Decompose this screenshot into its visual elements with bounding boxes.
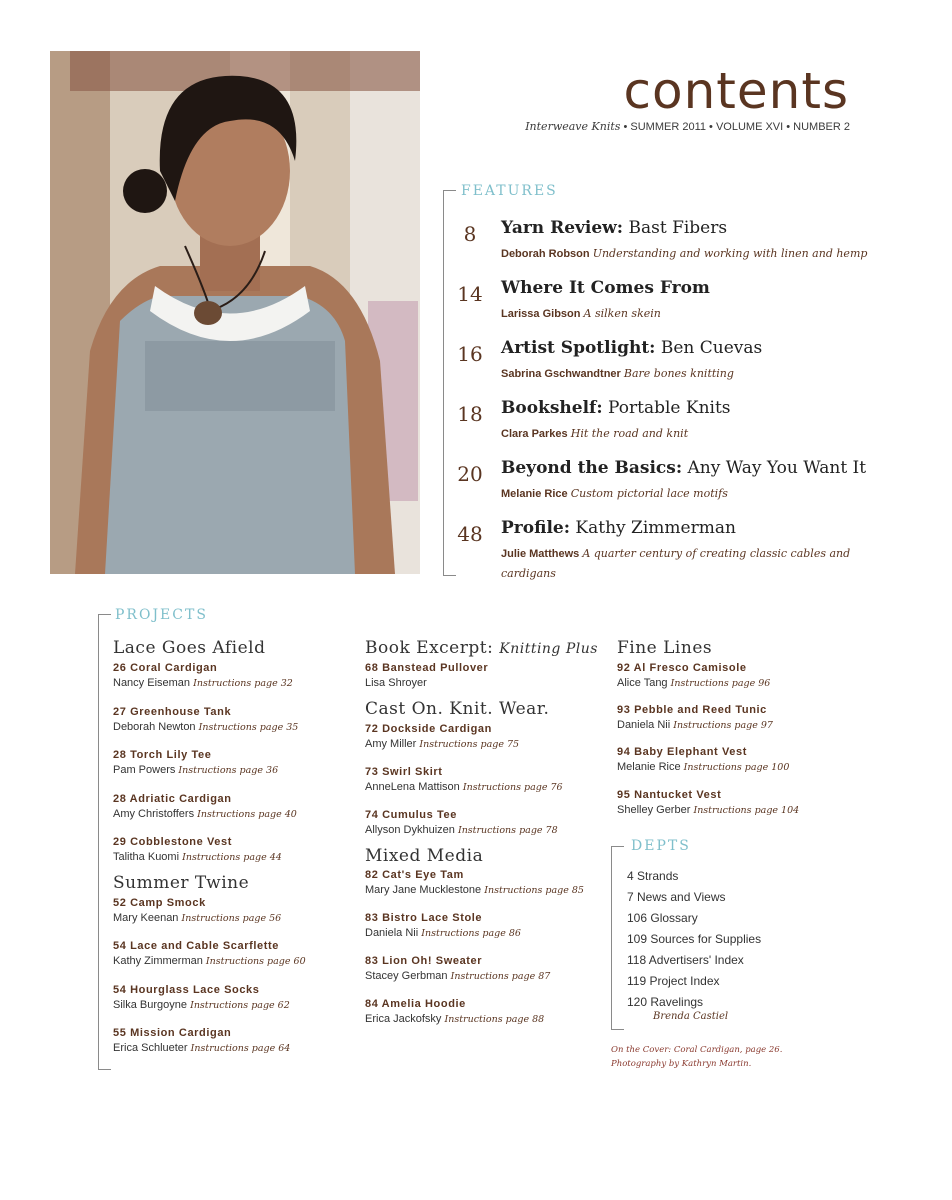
project-item[interactable] [113,983,353,1013]
project-title: 27 Greenhouse Tank [113,706,232,718]
project-designer [365,823,605,838]
project-designer [113,954,353,969]
project-item[interactable] [365,997,605,1027]
designer-name: Melanie Rice [617,761,681,773]
project-item[interactable] [113,1026,353,1056]
feature-byline [501,244,871,264]
projects-heading: PROJECTS [115,607,208,623]
designer-name: AnneLena Mattison [365,781,460,793]
project-title: 54 Hourglass Lace Socks [113,984,260,996]
project-item[interactable] [365,722,605,752]
feature-title-rest: Portable Knits [602,398,731,418]
instructions-ref: Instructions page 88 [444,1014,545,1025]
project-title: 54 Lace and Cable Scarflette [113,940,279,952]
project-designer [113,676,353,691]
project-item[interactable] [365,765,605,795]
feature-title [501,458,866,478]
instructions-ref: Instructions page 85 [484,885,584,896]
instructions-ref: Instructions page 100 [683,762,790,773]
book-excerpt-label: Book Excerpt: [365,638,494,658]
project-item[interactable] [113,792,353,822]
designer-name: Daniela Nii [617,719,671,731]
designer-name: Erica Schlueter [113,1042,188,1054]
project-title: 29 Cobblestone Vest [113,836,232,848]
project-title: 94 Baby Elephant Vest [617,746,747,758]
feature-desc: A quarter century of creating classic cables and cardigans [501,547,851,580]
feature-desc: Hit the road and knit [570,427,689,440]
issue-line [525,120,850,133]
project-item[interactable] [113,748,353,778]
instructions-ref: Instructions page 32 [193,678,293,689]
feature-title [501,398,731,418]
feature-title-bold: Bookshelf: [501,398,603,418]
photo-page-number: 52 [406,583,432,607]
feature-author: Sabrina Gschwandtner [501,368,621,380]
feature-page: 16 [457,342,483,366]
project-designer [113,850,353,865]
instructions-ref: Instructions page 44 [182,852,282,863]
cover-photo [50,51,432,607]
instructions-ref: Instructions page 87 [450,971,551,982]
cover-credit [611,1043,841,1071]
designer-name: Amy Miller [365,738,417,750]
designer-name: Lisa Shroyer [365,677,427,689]
feature-title [501,218,727,238]
project-designer [113,763,353,778]
project-title: 26 Coral Cardigan [113,662,218,674]
feature-title-rest: Bast Fibers [623,218,728,238]
project-designer [113,807,353,822]
dept-item[interactable]: 119 Project Index [627,974,720,988]
project-title: 28 Adriatic Cardigan [113,793,232,805]
instructions-ref: Instructions page 36 [178,765,279,776]
feature-byline [501,424,871,444]
feature-title [501,278,710,298]
feature-title [501,338,762,358]
issue-info: • SUMMER 2011 • VOLUME XVI • NUMBER 2 [623,121,850,133]
feature-title-bold: Artist Spotlight: [501,338,656,358]
project-title: 83 Bistro Lace Stole [365,912,483,924]
feature-desc: Understanding and working with linen and hemp [592,247,868,260]
feature-author: Clara Parkes [501,428,568,440]
project-designer [365,969,605,984]
project-item[interactable] [365,868,605,898]
project-item[interactable] [113,835,353,865]
dept-item[interactable]: 7 News and Views [627,890,726,904]
project-item[interactable] [113,705,353,735]
designer-name: Alice Tang [617,677,668,689]
cover-credit-line: On the Cover: Coral Cardigan, page 26. [611,1045,783,1055]
projects-bracket [98,614,99,1070]
project-title: 28 Torch Lily Tee [113,749,212,761]
project-item[interactable] [365,911,605,941]
feature-desc: A silken skein [583,307,661,320]
photo-credit-line: Photography by Kathryn Martin. [611,1059,752,1069]
project-item[interactable] [617,788,857,818]
project-item[interactable] [365,954,605,984]
project-designer [113,1041,353,1056]
dept-item[interactable]: 120 Ravelings [627,995,704,1009]
depts-heading: DEPTS [631,838,691,854]
designer-name: Mary Jane Mucklestone [365,884,482,896]
project-item[interactable] [617,661,857,691]
feature-author: Melanie Rice [501,488,568,500]
group-heading-book-excerpt [365,638,598,658]
project-designer [365,883,605,898]
project-item[interactable] [617,703,857,733]
feature-page: 14 [457,282,483,306]
project-title: 68 Banstead Pullover [365,662,489,674]
feature-desc: Custom pictorial lace motifs [570,487,728,500]
instructions-ref: Instructions page 96 [670,678,771,689]
instructions-ref: Instructions page 104 [693,805,800,816]
project-designer [365,926,605,941]
feature-byline [501,544,871,584]
instructions-ref: Instructions page 76 [462,782,563,793]
designer-name: Deborah Newton [113,721,196,733]
project-item[interactable] [365,808,605,838]
features-heading: FEATURES [461,183,558,199]
dept-item[interactable]: 106 Glossary [627,911,698,925]
designer-name: Shelley Gerber [617,804,691,816]
instructions-ref: Instructions page 78 [457,825,558,836]
project-designer [365,1012,605,1027]
project-designer [617,803,857,818]
project-designer [617,718,857,733]
feature-author: Julie Matthews [501,548,580,560]
group-heading-fine-lines: Fine Lines [617,638,713,658]
feature-title-rest: Kathy Zimmerman [570,518,736,538]
project-item[interactable] [113,896,353,926]
project-title: 95 Nantucket Vest [617,789,722,801]
feature-title-bold: Beyond the Basics: [501,458,683,478]
project-item[interactable] [617,745,857,775]
instructions-ref: Instructions page 56 [181,913,282,924]
project-title: 55 Mission Cardigan [113,1027,232,1039]
feature-author: Deborah Robson [501,248,590,260]
depts-bracket [611,846,612,1030]
feature-title-rest: Ben Cuevas [655,338,763,358]
project-title: 52 Camp Smock [113,897,206,909]
book-excerpt-title: Knitting Plus [499,641,598,657]
instructions-ref: Instructions page 86 [421,928,521,939]
feature-author: Larissa Gibson [501,308,581,320]
feature-page: 20 [457,462,483,486]
instructions-ref: Instructions page 97 [673,720,773,731]
designer-name: Talitha Kuomi [113,851,180,863]
project-title: 84 Amelia Hoodie [365,998,466,1010]
feature-desc: Bare bones knitting [623,367,734,380]
designer-name: Silka Burgoyne [113,999,187,1011]
project-title: 72 Dockside Cardigan [365,723,492,735]
dept-item[interactable]: 109 Sources for Supplies [627,932,762,946]
magazine-name: Interweave Knits [525,120,621,133]
designer-name: Pam Powers [113,764,176,776]
dept-item[interactable]: 4 Strands [627,869,679,883]
photo-illustration [50,51,420,574]
project-designer [113,911,353,926]
project-designer [113,720,353,735]
instructions-ref: Instructions page 64 [190,1043,291,1054]
project-designer [365,676,605,691]
designer-name: Erica Jackofsky [365,1013,442,1025]
feature-byline [501,304,871,324]
group-heading-cast-on: Cast On. Knit. Wear. [365,699,550,719]
instructions-ref: Instructions page 75 [419,739,520,750]
designer-name: Nancy Eiseman [113,677,191,689]
project-item[interactable] [113,939,353,969]
feature-byline [501,364,871,384]
project-title: 93 Pebble and Reed Tunic [617,704,767,716]
feature-title-rest: Any Way You Want It [682,458,867,478]
feature-title-bold: Yarn Review: [501,218,624,238]
feature-page: 48 [457,522,483,546]
project-designer [617,760,857,775]
page-title: contents [623,62,849,120]
instructions-ref: Instructions page 35 [198,722,299,733]
project-title: 73 Swirl Skirt [365,766,443,778]
project-designer [365,737,605,752]
instructions-ref: Instructions page 62 [190,1000,290,1011]
instructions-ref: Instructions page 60 [205,956,306,967]
feature-title-bold: Where It Comes From [501,278,710,298]
designer-name: Allyson Dykhuizen [365,824,455,836]
feature-title-bold: Profile: [501,518,570,538]
designer-name: Kathy Zimmerman [113,955,203,967]
project-item[interactable] [113,661,353,691]
designer-name: Amy Christoffers [113,808,195,820]
feature-page: 8 [463,222,477,246]
project-designer [617,676,857,691]
group-heading-lace-goes-afield: Lace Goes Afield [113,638,266,658]
project-title: 83 Lion Oh! Sweater [365,955,483,967]
project-title: 74 Cumulus Tee [365,809,457,821]
dept-item[interactable]: 118 Advertisers' Index [627,953,744,967]
designer-name: Mary Keenan [113,912,179,924]
instructions-ref: Instructions page 40 [197,809,297,820]
project-designer [113,998,353,1013]
designer-name: Daniela Nii [365,927,419,939]
project-title: 82 Cat's Eye Tam [365,869,464,881]
features-bracket [443,190,444,576]
designer-name: Stacey Gerbman [365,970,448,982]
ravelings-author: Brenda Castiel [653,1011,729,1022]
feature-page: 18 [457,402,483,426]
project-item[interactable] [365,661,605,691]
project-designer [365,780,605,795]
project-title: 92 Al Fresco Camisole [617,662,747,674]
group-heading-mixed-media: Mixed Media [365,846,484,866]
feature-byline [501,484,871,504]
feature-title [501,518,736,538]
group-heading-summer-twine: Summer Twine [113,873,250,893]
